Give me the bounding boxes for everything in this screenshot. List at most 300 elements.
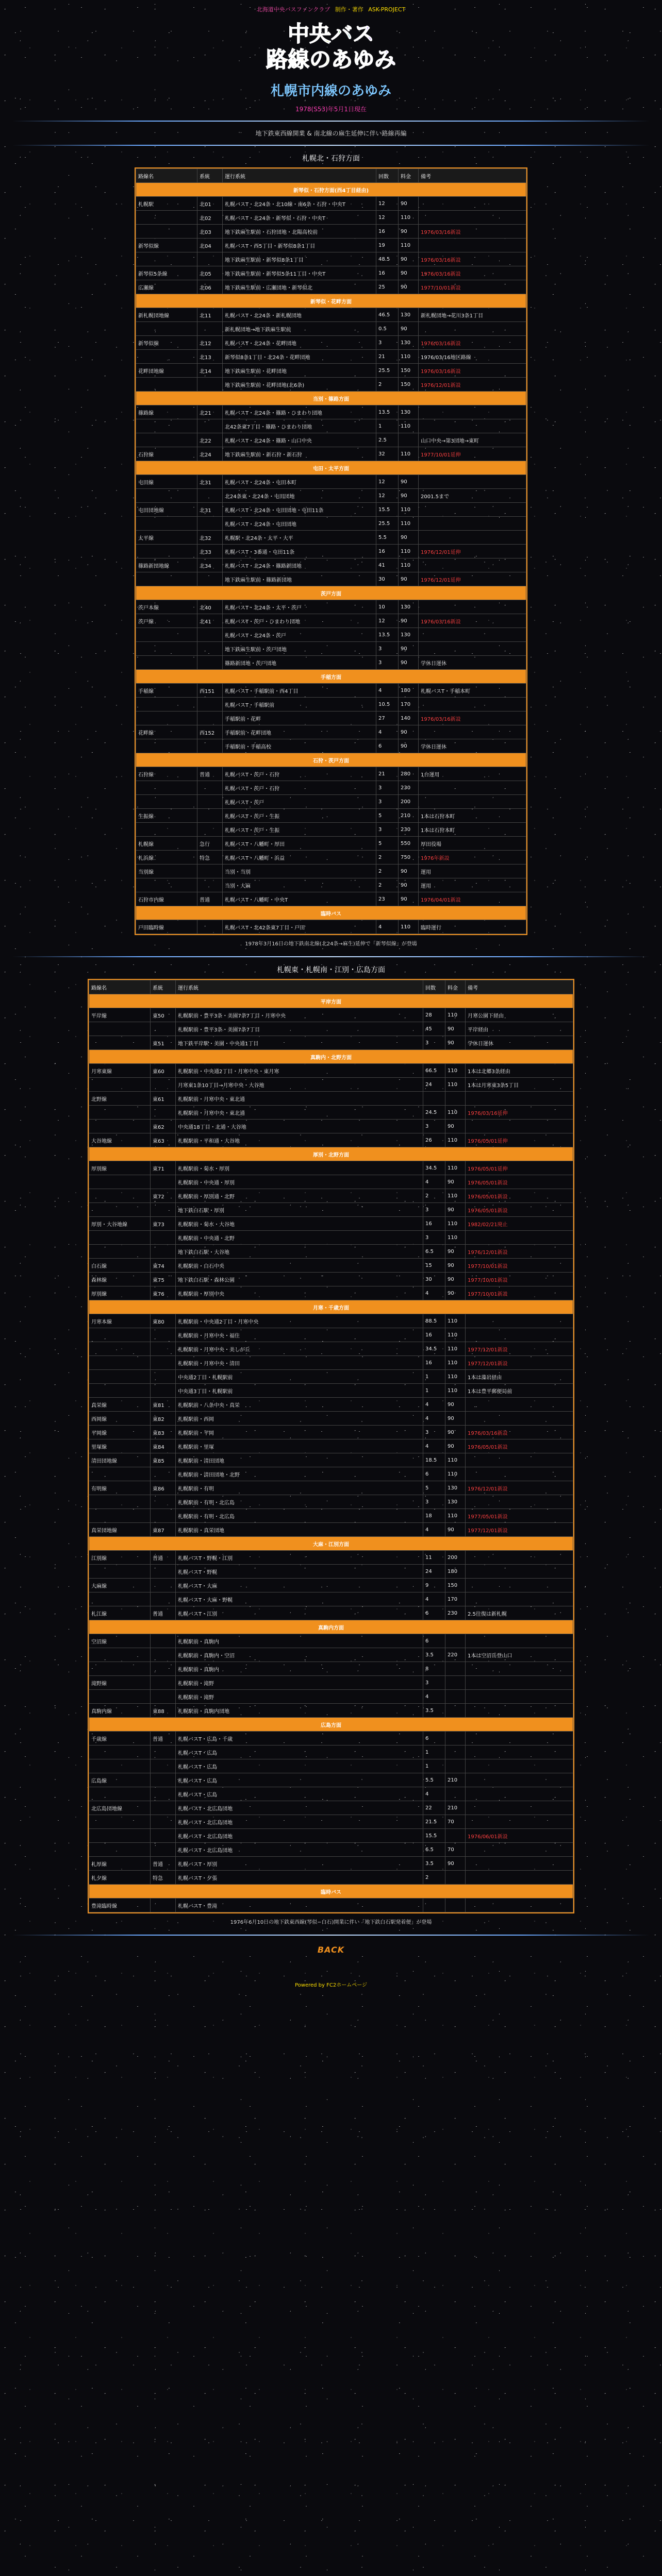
table-cell: 東63 — [151, 1133, 176, 1147]
table-cell — [419, 642, 526, 656]
table-row — [136, 767, 526, 781]
table-cell: 札幌駅前・中央通2丁目・月寒中央 — [176, 1314, 423, 1328]
table-row — [136, 865, 526, 878]
table-cell: 札幌バスT・3番通・屯田11条 — [223, 545, 376, 558]
table-cell: 45 — [423, 1022, 445, 1036]
table-cell — [419, 503, 526, 517]
table-cell: 西152 — [197, 725, 223, 739]
table-cell: 1976/03/16新設 — [419, 225, 526, 239]
table-cell — [151, 1759, 176, 1773]
table-row — [89, 1259, 573, 1273]
table-cell — [136, 572, 197, 586]
table-row — [89, 1106, 573, 1120]
back-link[interactable]: BACK — [317, 1945, 345, 1955]
table-cell: 4 — [376, 920, 399, 934]
table-cell — [89, 1120, 151, 1133]
table-cell: 西151 — [197, 684, 223, 698]
table-cell: 90 — [445, 1286, 466, 1300]
table-cell: 札幌駅前・真駒内 — [176, 1662, 423, 1676]
table-cell — [151, 1745, 176, 1759]
table-cell: 札幌バスT・広島 — [176, 1745, 423, 1759]
date-line: 1978(S53)年5月1日現在 — [295, 106, 367, 113]
table-cell: 札幌駅前・中央通・北野 — [176, 1231, 423, 1245]
table-cell — [466, 1579, 573, 1592]
table-cell: 11 — [423, 1551, 445, 1565]
table-cell: 66.5 — [423, 1064, 445, 1078]
table-cell: 札幌駅前・西岡 — [176, 1412, 423, 1426]
table-row — [136, 684, 526, 698]
table-cell: 150 — [399, 364, 419, 378]
table-row — [136, 809, 526, 823]
divider — [12, 121, 650, 122]
table-cell: 手稲駅前・花畔 — [223, 711, 376, 725]
table-cell — [445, 1871, 466, 1885]
table-cell: 札幌駅前・厚別通・北野 — [176, 1189, 423, 1203]
table-cell — [197, 739, 223, 753]
table-cell: 札幌バスT・手稲駅前 — [223, 698, 376, 711]
table-cell: 90 — [445, 1036, 466, 1050]
section-header-row — [89, 1885, 573, 1899]
table-cell — [197, 572, 223, 586]
table-cell: 4 — [423, 1523, 445, 1537]
table-cell: 札幌駅前・月寒中央・美しが丘 — [176, 1342, 423, 1356]
table-cell: 札幌バスT・北42条東7丁目・戸田 — [223, 920, 376, 934]
table-cell — [89, 1231, 151, 1245]
table-cell: 1977/10/01新設 — [466, 1273, 573, 1286]
table-cell: 3 — [376, 795, 399, 809]
table-cell — [197, 322, 223, 336]
table-cell: 北24条東・北24条・屯田団地 — [223, 489, 376, 503]
table-header-row — [89, 980, 573, 994]
table-row — [136, 266, 526, 280]
table-cell: 34.5 — [423, 1342, 445, 1356]
table-row — [89, 1120, 573, 1133]
table-cell: 2 — [423, 1871, 445, 1885]
table-cell: 地下鉄平岸駅・美園・中央通1丁目 — [176, 1036, 423, 1050]
table-row — [136, 503, 526, 517]
table-row — [89, 1231, 573, 1245]
table-cell — [445, 1787, 466, 1801]
table-cell: 48.5 — [376, 252, 399, 266]
table-cell — [419, 517, 526, 531]
table-cell: 13.5 — [376, 628, 399, 642]
table-cell — [423, 1092, 445, 1106]
table-cell — [466, 1092, 573, 1106]
table-cell — [151, 1801, 176, 1815]
table-cell: 北22 — [197, 433, 223, 447]
table-cell: 北05 — [197, 266, 223, 280]
table-cell: 特急 — [197, 851, 223, 865]
table-cell: 札幌駅前・月寒中央・清田 — [176, 1356, 423, 1370]
section-title: 月寒・千歳方面 — [89, 1300, 573, 1314]
table-cell: 90 — [445, 1273, 466, 1286]
table-row — [89, 1551, 573, 1565]
table-row — [89, 1175, 573, 1189]
table-cell — [151, 1843, 176, 1857]
table-cell — [89, 1328, 151, 1342]
table-cell — [89, 1342, 151, 1356]
table-cell: 4 — [423, 1690, 445, 1704]
table-cell: 北40 — [197, 600, 223, 614]
section-title: 厚別・北野方面 — [89, 1147, 573, 1161]
table-row — [89, 1704, 573, 1718]
table-cell: 札幌バスT・広島 — [176, 1773, 423, 1787]
table-cell — [89, 1662, 151, 1676]
table-row — [89, 1412, 573, 1426]
table-cell: 当別・大麻 — [223, 878, 376, 892]
table-cell: 110 — [445, 1342, 466, 1356]
table-cell: 広島線 — [89, 1773, 151, 1787]
table-cell — [151, 1231, 176, 1245]
table-cell — [151, 1370, 176, 1384]
table-cell: 110 — [399, 517, 419, 531]
table-cell: 1976年新設 — [419, 851, 526, 865]
table-cell — [419, 211, 526, 225]
table-cell — [419, 795, 526, 809]
table-cell: 21.5 — [423, 1815, 445, 1829]
table-cell: 戸田臨時線 — [136, 920, 197, 934]
table-row — [136, 656, 526, 670]
table-cell: 6.5 — [423, 1843, 445, 1857]
table-cell: 25.5 — [376, 517, 399, 531]
table-cell: 1本は藻岩経由 — [466, 1370, 573, 1384]
table-cell: 臨時運行 — [419, 920, 526, 934]
table-cell — [89, 1467, 151, 1481]
table-cell — [151, 1203, 176, 1217]
table-cell: 札幌バスT・北24条・花畔団地 — [223, 336, 376, 350]
table-cell: 32 — [376, 447, 399, 461]
table-row — [136, 405, 526, 419]
table-cell: 1 — [423, 1370, 445, 1384]
table-cell: 厚田役場 — [419, 837, 526, 851]
table-cell: 210 — [445, 1801, 466, 1815]
table-cell: 北31 — [197, 475, 223, 489]
table-cell: 4 — [423, 1175, 445, 1189]
table-cell: 札幌バスT・北広島団地 — [176, 1829, 423, 1843]
table-row — [89, 1579, 573, 1592]
table-cell: 90 — [445, 1175, 466, 1189]
section-title: 石狩・茨戸方面 — [136, 753, 526, 767]
table-cell — [136, 378, 197, 392]
table-row — [89, 1467, 573, 1481]
column-header: 路線名 — [89, 980, 151, 994]
table-cell: 北14 — [197, 364, 223, 378]
table-cell: 0.5 — [376, 322, 399, 336]
table-cell: 41 — [376, 558, 399, 572]
table-cell — [151, 1342, 176, 1356]
table-cell: 90 — [445, 1245, 466, 1259]
column-header: 料金 — [399, 169, 419, 183]
table-cell: 地下鉄麻生駅前・新琴似5条11丁目・中央T — [223, 266, 376, 280]
table-cell: 110 — [445, 1189, 466, 1203]
table-cell: 1976/12/01新設 — [419, 378, 526, 392]
region-title: 札幌東・札幌南・江別・広島方面 — [277, 966, 385, 974]
table-cell: 1977/10/01新設 — [466, 1286, 573, 1300]
column-header: 料金 — [445, 980, 466, 994]
table-cell: 110 — [445, 1314, 466, 1328]
divider — [12, 1935, 650, 1936]
powered-by-link[interactable]: Powered by FC2ホームページ — [294, 1982, 368, 1988]
table-cell: 1976/03/16新設 — [419, 614, 526, 628]
table-cell — [136, 517, 197, 531]
table-row — [136, 211, 526, 225]
table-cell: 6 — [376, 739, 399, 753]
table-row — [136, 795, 526, 809]
table-cell: 90 — [399, 266, 419, 280]
table-cell: 北41 — [197, 614, 223, 628]
table-cell: 3 — [423, 1676, 445, 1690]
logo-text-line1: 中央バス — [287, 21, 375, 46]
table-cell: 札幌バスT・茨戸・石狩 — [223, 767, 376, 781]
table-cell: 札幌駅前・滝野 — [176, 1690, 423, 1704]
table-cell — [466, 1495, 573, 1509]
table-cell: 1976/03/16新設 — [466, 1426, 573, 1439]
table-row — [89, 1676, 573, 1690]
table-cell: 大麻線 — [89, 1579, 151, 1592]
table-cell: 90 — [399, 642, 419, 656]
table-cell: 1976/03/16新設 — [419, 711, 526, 725]
table-cell — [151, 1245, 176, 1259]
table-cell: 4 — [423, 1592, 445, 1606]
table-row — [89, 1690, 573, 1704]
table-cell: 3 — [423, 1426, 445, 1439]
table-cell: 2 — [423, 1189, 445, 1203]
table-cell: 70 — [445, 1815, 466, 1829]
table-cell: 6 — [423, 1634, 445, 1648]
table-cell: 3.5 — [423, 1704, 445, 1718]
table-row — [89, 1843, 573, 1857]
column-header: 系統 — [197, 169, 223, 183]
table-cell: 森林線 — [89, 1273, 151, 1286]
table-row — [136, 920, 526, 934]
table-cell: 1976/05/01新設 — [466, 1189, 573, 1203]
table-cell — [89, 1815, 151, 1829]
table-cell — [136, 781, 197, 795]
table-cell — [419, 781, 526, 795]
table-cell: 110 — [445, 1370, 466, 1384]
table-cell — [197, 252, 223, 266]
table-cell — [89, 1036, 151, 1050]
table-cell — [89, 1022, 151, 1036]
table-row — [136, 225, 526, 239]
table-cell: 茨戸線 — [136, 614, 197, 628]
table-cell: 1台運用 — [419, 767, 526, 781]
table-cell: 札幌バスT・豊滝 — [176, 1899, 423, 1912]
table-cell: 札幌駅前・平岡 — [176, 1426, 423, 1439]
table-cell — [419, 558, 526, 572]
table-row — [89, 1398, 573, 1412]
table-cell: 200 — [399, 795, 419, 809]
table-row — [136, 322, 526, 336]
table-cell — [136, 433, 197, 447]
table-cell — [466, 1801, 573, 1815]
table-cell: 90 — [399, 892, 419, 906]
table-cell — [466, 1551, 573, 1565]
table-cell — [197, 628, 223, 642]
table-cell: 210 — [445, 1773, 466, 1787]
table-cell: 90 — [399, 252, 419, 266]
table-cell — [151, 1565, 176, 1579]
table-cell: 篠路線 — [136, 405, 197, 419]
table-cell: 90 — [399, 878, 419, 892]
table-cell — [89, 1565, 151, 1579]
table-cell: 1977/12/01新設 — [466, 1356, 573, 1370]
table-cell: 90 — [399, 725, 419, 739]
table-cell — [466, 1592, 573, 1606]
table-cell: 札幌バスT・北24条・屯田本町 — [223, 475, 376, 489]
table-cell — [89, 1356, 151, 1370]
table-cell: 5 — [423, 1481, 445, 1495]
section-title: 新琴似・石狩方面(西4丁目経由) — [136, 183, 526, 197]
table-cell: 12 — [376, 614, 399, 628]
table-cell: 花畔線 — [136, 725, 197, 739]
table-cell — [151, 1829, 176, 1843]
table-cell: 110 — [445, 1328, 466, 1342]
table-cell: 東80 — [151, 1314, 176, 1328]
table-cell: 札幌駅前・清田団地・北野 — [176, 1467, 423, 1481]
table-cell: 110 — [399, 503, 419, 517]
table-cell: 1977/10/01延伸 — [419, 447, 526, 461]
table-cell: 新札幌団地→地下鉄麻生駅前 — [223, 322, 376, 336]
table-cell — [445, 1829, 466, 1843]
column-header: 備考 — [466, 980, 573, 994]
table-cell: 4 — [423, 1439, 445, 1453]
table-cell: 90 — [399, 280, 419, 294]
table-cell: 札幌バスT・広島 — [176, 1787, 423, 1801]
table-row — [89, 1273, 573, 1286]
table-cell — [151, 1787, 176, 1801]
table-cell: 1 — [423, 1384, 445, 1398]
table-row — [89, 1871, 573, 1885]
column-header: 回数 — [423, 980, 445, 994]
table-cell: 90 — [445, 1857, 466, 1871]
table-cell: 篠路新団地・茨戸団地 — [223, 656, 376, 670]
table-row — [89, 1384, 573, 1398]
section-header-row — [89, 1537, 573, 1551]
table-cell: 太平線 — [136, 531, 197, 545]
section-header-row — [89, 1050, 573, 1064]
table-cell: 札幌駅前・真栄団地 — [176, 1523, 423, 1537]
table-cell: 16 — [423, 1356, 445, 1370]
table-cell — [197, 809, 223, 823]
table-row — [89, 1732, 573, 1745]
table-cell: 東61 — [151, 1092, 176, 1106]
table-cell: 地下鉄麻生駅前・石狩団地・北陽高校前 — [223, 225, 376, 239]
table-cell: 厚別線 — [89, 1286, 151, 1300]
table-cell: 90 — [445, 1120, 466, 1133]
table-cell — [89, 1106, 151, 1120]
table-cell: 220 — [445, 1648, 466, 1662]
table-cell: 4 — [376, 725, 399, 739]
table-cell: 中央通2丁目・札幌駅前 — [176, 1370, 423, 1384]
table-cell: 30 — [376, 572, 399, 586]
table-cell — [445, 1732, 466, 1745]
table-cell — [136, 545, 197, 558]
table-cell: 札幌バスT・大麻 — [176, 1579, 423, 1592]
table-cell — [89, 1648, 151, 1662]
table-cell: 札江線 — [89, 1606, 151, 1620]
table-cell: 札幌駅前・月寒中央・東北通 — [176, 1106, 423, 1120]
table-cell: 90 — [445, 1259, 466, 1273]
table-cell: 22 — [423, 1801, 445, 1815]
table-cell: 東74 — [151, 1259, 176, 1273]
table-cell — [419, 698, 526, 711]
table-cell — [445, 1704, 466, 1718]
table-cell — [197, 920, 223, 934]
table-cell — [197, 698, 223, 711]
table-row — [136, 698, 526, 711]
table-cell — [445, 1690, 466, 1704]
table-cell — [136, 322, 197, 336]
table-cell: 170 — [445, 1592, 466, 1606]
table-cell: 札幌駅前・平和通・大谷地 — [176, 1133, 423, 1147]
table-row — [89, 1426, 573, 1439]
section-header-row — [89, 994, 573, 1008]
table-cell: 16 — [423, 1217, 445, 1231]
table-cell: 130 — [399, 308, 419, 322]
table-cell: 千歳線 — [89, 1732, 151, 1745]
table-cell: 90 — [445, 1426, 466, 1439]
table-cell: 屯田線 — [136, 475, 197, 489]
table-cell: 16 — [376, 545, 399, 558]
table-cell: 札幌バスT・北24条・北10線・南6条・石狩・中央T — [223, 197, 376, 211]
table-cell: 石狩市内線 — [136, 892, 197, 906]
table-cell: 地下鉄麻生駅前・花畔団地(北6条) — [223, 378, 376, 392]
table-cell: 札幌駅前・菊水・大谷地 — [176, 1217, 423, 1231]
table-cell: 110 — [445, 1231, 466, 1245]
table-cell: 140 — [399, 711, 419, 725]
footnote: 1978年3月16日の地下鉄南北線(北24条→麻生)延伸で「新琴似線」が登場 — [245, 941, 417, 947]
section-title: 屯田・太平方面 — [136, 461, 526, 475]
table-cell: 地下鉄麻生駅前・茨戸団地 — [223, 642, 376, 656]
table-cell — [197, 378, 223, 392]
table-cell — [136, 739, 197, 753]
table-row — [136, 628, 526, 642]
table-cell: 中央通18丁目・北通・大谷地 — [176, 1120, 423, 1133]
table-cell: 札幌バスT・茨戸 — [223, 795, 376, 809]
column-header: 系統 — [151, 980, 176, 994]
table-cell — [445, 1662, 466, 1676]
table-cell: 24 — [423, 1565, 445, 1579]
table-cell: 東51 — [151, 1036, 176, 1050]
table-cell — [151, 1467, 176, 1481]
table-cell: 札幌バスT・江別 — [176, 1606, 423, 1620]
table-cell: 札幌バスT・夕張 — [176, 1871, 423, 1885]
table-cell: 東86 — [151, 1481, 176, 1495]
table-cell — [445, 1092, 466, 1106]
table-cell — [89, 1759, 151, 1773]
table-cell: 札幌バスT・北24条・篠路新団地 — [223, 558, 376, 572]
table-cell: 札幌駅前・月寒中央・東北通 — [176, 1092, 423, 1106]
table-cell: 札幌バスT・西5丁目・新琴似8条1丁目 — [223, 239, 376, 252]
divider — [12, 145, 650, 146]
table-cell: 230 — [399, 781, 419, 795]
table-cell: 1 — [376, 419, 399, 433]
site-logo — [223, 16, 439, 73]
table-row — [89, 1899, 573, 1912]
table-row — [89, 1787, 573, 1801]
table-cell: 3 — [423, 1036, 445, 1050]
table-cell — [466, 1815, 573, 1829]
table-cell: 普通 — [151, 1857, 176, 1871]
table-cell: 平岸線 — [89, 1008, 151, 1022]
table-row — [136, 350, 526, 364]
table-cell: 石狩線 — [136, 767, 197, 781]
table-cell: 110 — [445, 1467, 466, 1481]
table-cell — [466, 1857, 573, 1871]
table-cell: 札幌駅前・豊平3条・美園7条7丁目 — [176, 1022, 423, 1036]
table-cell: 手稲駅前・手稲高校 — [223, 739, 376, 753]
